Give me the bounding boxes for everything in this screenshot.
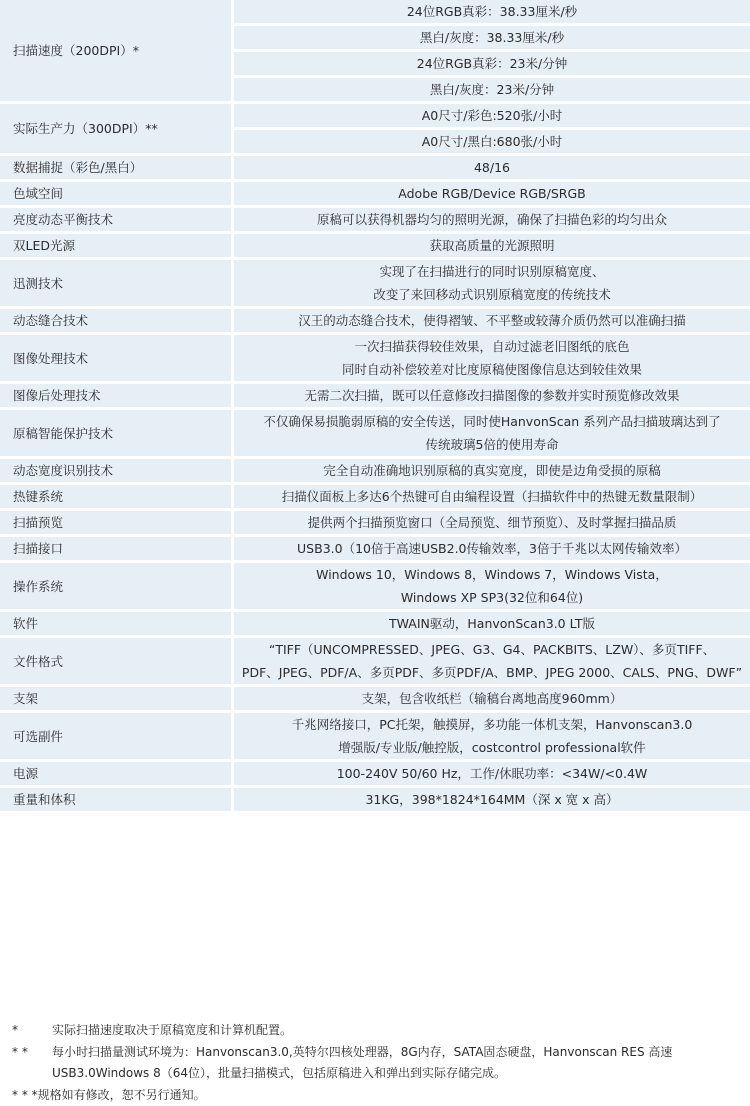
spec-values <box>234 309 750 332</box>
spec-label: 电源 <box>0 762 231 785</box>
spec-value: A0尺寸/彩色:520张/小时 <box>234 104 750 127</box>
footnote-mark: * <box>12 1023 18 1037</box>
spec-value: 100-240V 50/60 Hz，工作/休眠功率：<34W/<0.4W <box>234 762 750 785</box>
spec-label: 重量和体积 <box>0 788 231 811</box>
spec-value: 完全自动准确地识别原稿的真实宽度，即使是边角受损的原稿 <box>234 459 750 482</box>
spec-label: 亮度动态平衡技术 <box>0 208 231 231</box>
spec-label: 原稿智能保护技术 <box>0 410 231 456</box>
spec-values <box>234 260 750 306</box>
spec-label: 可选副件 <box>0 713 231 759</box>
spec-label: 双LED光源 <box>0 234 231 257</box>
footnote <box>12 1020 750 1042</box>
spec-values <box>234 208 750 231</box>
spec-value: 无需二次扫描，既可以任意修改扫描图像的参数并实时预览修改效果 <box>234 384 750 407</box>
spec-value: “TIFF（UNCOMPRESSED、JPEG、G3、G4、PACKBITS、LZW）、多页TIFF、 PDF、JPEG、PDF/A、多页PDF、多页PDF/A、BMP、JPEG 2000、CALS、PNG、DWF” <box>234 638 750 684</box>
spec-values <box>234 182 750 205</box>
footnote <box>12 1085 750 1106</box>
spec-value: 千兆网络接口，PC托架，触摸屏，多功能一体机支架，Hanvonscan3.0 增强版/专业版/触控版，costcontrol professional软件 <box>234 713 750 759</box>
spec-label: 扫描接口 <box>0 537 231 560</box>
spec-values <box>234 537 750 560</box>
spec-value: 汉王的动态缝合技术，使得褶皱、不平整或较薄介质仍然可以准确扫描 <box>234 309 750 332</box>
spec-label: 操作系统 <box>0 563 231 609</box>
spec-label: 色域空间 <box>0 182 231 205</box>
spec-value: 黑白/灰度：23米/分钟 <box>234 78 750 101</box>
spec-label: 数据捕捉（彩色/黑白） <box>0 156 231 179</box>
spec-value: 48/16 <box>234 156 750 179</box>
spec-values <box>234 234 750 257</box>
footnotes <box>0 1020 750 1106</box>
spec-value: Windows 10，Windows 8，Windows 7，Windows Vista， Windows XP SP3(32位和64位) <box>234 563 750 609</box>
spec-values <box>234 563 750 609</box>
spec-values <box>234 762 750 785</box>
footnote-mark: * * <box>12 1044 28 1059</box>
spec-value: 实现了在扫描进行的同时识别原稿宽度、 改变了来回移动式识别原稿宽度的传统技术 <box>234 260 750 306</box>
spec-value: 原稿可以获得机器均匀的照明光源，确保了扫描色彩的均匀出众 <box>234 208 750 231</box>
spec-value: 24位RGB真彩：38.33厘米/秒 <box>234 0 750 23</box>
spec-label: 实际生产力（300DPI）** <box>0 104 231 153</box>
spec-label: 动态宽度识别技术 <box>0 459 231 482</box>
spec-label: 热键系统 <box>0 485 231 508</box>
spec-label: 文件格式 <box>0 638 231 684</box>
spec-label: 扫描速度（200DPI）* <box>0 0 231 101</box>
spec-values <box>234 384 750 407</box>
spec-values <box>234 612 750 635</box>
spec-value: 支架，包含收纸栏（输稿台离地高度960mm） <box>234 687 750 710</box>
spec-label: 软件 <box>0 612 231 635</box>
spec-values <box>234 459 750 482</box>
spec-label: 扫描预览 <box>0 511 231 534</box>
footnote-mark: * * * <box>12 1087 38 1102</box>
footnote-text: 规格如有修改，恕不另行通知。 <box>37 1087 206 1102</box>
spec-label: 迅测技术 <box>0 260 231 306</box>
spec-value: 不仅确保易损脆弱原稿的安全传送，同时使HanvonScan 系列产品扫描玻璃达到了 传统玻璃5倍的使用寿命 <box>234 410 750 456</box>
footnote-text: 每小时扫描量测试环境为：Hanvonscan3.0,英特尔四核处理器，8G内存，SATA固态硬盘，Hanvonscan RES 高速 USB3.0Windows 8（64位），批量扫描模式，包括原稿进入和弹出到实际存储完成。 <box>52 1044 673 1080</box>
spec-values <box>234 687 750 710</box>
spec-values <box>234 485 750 508</box>
spec-value: 24位RGB真彩：23米/分钟 <box>234 52 750 75</box>
spec-values <box>234 104 750 153</box>
spec-values <box>234 335 750 381</box>
spec-value: 提供两个扫描预览窗口（全局预览、细节预览）、及时掌握扫描品质 <box>234 511 750 534</box>
spec-label: 图像处理技术 <box>0 335 231 381</box>
spec-value: A0尺寸/黑白:680张/小时 <box>234 130 750 153</box>
spec-values <box>234 410 750 456</box>
spec-value: TWAIN驱动，HanvonScan3.0 LT版 <box>234 612 750 635</box>
spec-values <box>234 156 750 179</box>
footnote-text: 实际扫描速度取决于原稿宽度和计算机配置。 <box>52 1023 293 1037</box>
spec-values <box>234 713 750 759</box>
spec-value: 一次扫描获得较佳效果，自动过滤老旧图纸的底色 同时自动补偿较差对比度原稿使图像信息达到较佳效果 <box>234 335 750 381</box>
spec-label: 图像后处理技术 <box>0 384 231 407</box>
spec-values <box>234 788 750 811</box>
spec-value: USB3.0（10倍于高速USB2.0传输效率，3倍于千兆以太网传输效率） <box>234 537 750 560</box>
spec-values <box>234 638 750 684</box>
spec-value: 黑白/灰度：38.33厘米/秒 <box>234 26 750 49</box>
spec-label: 动态缝合技术 <box>0 309 231 332</box>
spec-values <box>234 511 750 534</box>
spec-value: 扫描仪面板上多达6个热键可自由编程设置（扫描软件中的热键无数量限制） <box>234 485 750 508</box>
spec-value: 31KG，398*1824*164MM（深 x 宽 x 高） <box>234 788 750 811</box>
spec-value: 获取高质量的光源照明 <box>234 234 750 257</box>
footnote <box>12 1042 750 1085</box>
spec-values <box>234 0 750 101</box>
spec-value: Adobe RGB/Device RGB/SRGB <box>234 182 750 205</box>
spec-label: 支架 <box>0 687 231 710</box>
